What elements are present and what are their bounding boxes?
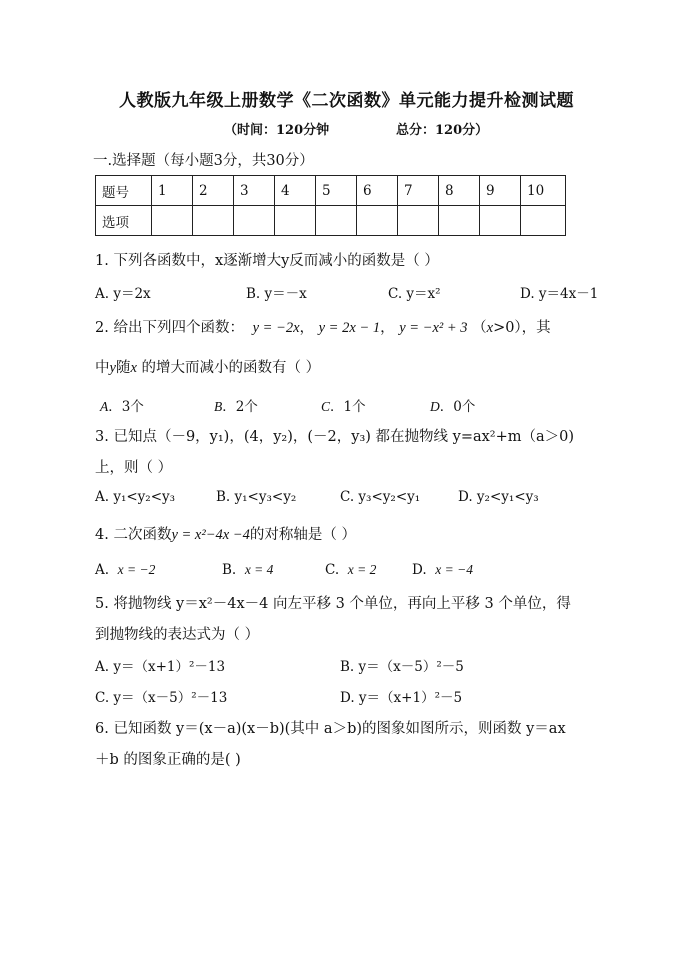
exam-time: （时间：120分钟 [224, 123, 330, 138]
q2-var-x: x [130, 360, 137, 376]
answer-cell[interactable] [439, 206, 480, 236]
q4-option-a-letter: A. [95, 562, 110, 578]
answer-cell[interactable] [316, 206, 357, 236]
answer-cell[interactable] [480, 206, 521, 236]
q2-intro: 2. 给出下列四个函数： [95, 320, 244, 336]
q4-option-d-value: x = −4 [435, 562, 473, 577]
question-1-stem: 1. 下列各函数中，x逐渐增大y反而减小的函数是（ ） [95, 253, 439, 269]
table-number-cell: 8 [439, 176, 480, 206]
answer-cell[interactable] [234, 206, 275, 236]
q5-option-d: D. y＝（x+1）²－5 [340, 690, 463, 706]
question-5-line2: 到抛物线的表达式为（ ） [95, 627, 260, 643]
q1-option-b: B. y＝－x [246, 286, 307, 302]
q2-option-d [430, 395, 475, 415]
q2-function-2: y = 2x − 1 [318, 320, 381, 336]
q4-option-b [222, 562, 273, 578]
q2-option-b-letter: B [214, 399, 223, 414]
q2-option-a-text: ．3个 [108, 399, 144, 415]
q2-option-b [214, 395, 258, 415]
table-number-cell: 6 [357, 176, 398, 206]
q4-option-a [95, 562, 155, 578]
q2-option-c-letter: C [321, 399, 331, 414]
q3-option-d: D. y₂<y₁<y₃ [458, 489, 539, 505]
question-4-stem [95, 523, 356, 544]
question-2-line2 [95, 356, 320, 377]
q2-line2-post: 的增大而减小的函数有（ ） [136, 360, 321, 376]
q4-option-b-letter: B. [222, 562, 237, 578]
q2-option-d-text: ．0个 [439, 399, 476, 415]
table-number-cell: 3 [234, 176, 275, 206]
q4-option-a-value: x = −2 [117, 562, 156, 577]
q1-option-c: C. y＝x² [388, 286, 441, 302]
table-header-label: 题号 [96, 176, 152, 206]
table-number-cell: 4 [275, 176, 316, 206]
answer-cell[interactable] [275, 206, 316, 236]
table-number-cell: 2 [193, 176, 234, 206]
q3-option-b: B. y₁<y₃<y₂ [216, 489, 297, 505]
q4-option-c-letter: C. [325, 562, 340, 578]
q4-option-b-value: x = 4 [244, 562, 274, 577]
table-number-cell: 7 [398, 176, 439, 206]
q2-option-d-letter: D [430, 399, 440, 414]
table-number-cell: 1 [152, 176, 193, 206]
q5-option-a: A. y＝（x+1）²－13 [95, 659, 226, 675]
q4-formula: y = x²−4x −4 [171, 527, 250, 543]
q4-option-c [325, 562, 376, 578]
section-heading: 一.选择题（每小题3分，共30分） [93, 153, 314, 169]
q1-option-a: A. y＝2x [95, 286, 151, 302]
q2-option-c-text: ．1个 [330, 399, 366, 415]
answer-cell[interactable] [398, 206, 439, 236]
q3-option-c: C. y₃<y₂<y₁ [340, 489, 421, 505]
table-number-cell: 5 [316, 176, 357, 206]
table-number-cell: 10 [521, 176, 566, 206]
q2-line2-mid: 随 [115, 360, 131, 376]
answer-table-number-row [96, 176, 566, 206]
question-3-line2: 上，则（ ） [95, 460, 173, 476]
table-number-cell: 9 [480, 176, 521, 206]
q2-condition-close: >0），其 [493, 320, 551, 336]
q2-line2-pre: 中 [95, 360, 110, 376]
q2-var-y: y [109, 360, 116, 376]
question-5-stem: 5. 将抛物线 y＝x²－4x－4 向左平移 3 个单位，再向上平移 3 个单位，得 [95, 596, 571, 612]
page-title: 人教版九年级上册数学《二次函数》单元能力提升检测试题 [119, 91, 574, 111]
q2-option-a-letter: A [100, 399, 109, 414]
answer-table [95, 175, 566, 236]
question-6-stem: 6. 已知函数 y＝(x－a)(x－b)(其中 a＞b)的图象如图所示，则函数 y＝ax [95, 721, 566, 737]
q1-option-d: D. y＝4x－1 [520, 286, 599, 302]
answer-cell[interactable] [521, 206, 566, 236]
exam-total-score: 总分：120分） [396, 123, 489, 138]
question-6-line2: ＋b 的图象正确的是( ) [95, 752, 241, 768]
question-2-stem: 2. 给出下列四个函数： y = −2x， y = 2x − 1， y = −x² + 3 （x>0），其 [95, 320, 551, 336]
q4-option-c-value: x = 2 [347, 562, 377, 577]
q2-option-a [100, 395, 144, 415]
q5-option-b: B. y＝（x－5）²－5 [340, 659, 464, 675]
question-3-stem: 3. 已知点（－9，y₁)，(4，y₂)，(－2，y₃) 都在抛物线 y=ax²+m（a＞0) [95, 429, 575, 445]
q4-option-d [412, 562, 473, 578]
q2-condition-var: x [486, 320, 494, 336]
answer-cell[interactable] [152, 206, 193, 236]
answer-cell[interactable] [357, 206, 398, 236]
q3-option-a: A. y₁<y₂<y₃ [95, 489, 176, 505]
q5-option-c: C. y＝（x－5）²－13 [95, 690, 228, 706]
q4-pre: 4. 二次函数 [95, 527, 172, 543]
q2-condition-open: （ [472, 320, 487, 336]
q2-function-1: y = −2x [252, 320, 300, 336]
q4-option-d-letter: D. [412, 562, 427, 578]
table-choice-label: 选项 [96, 206, 152, 236]
q2-option-c [321, 395, 366, 415]
answer-cell[interactable] [193, 206, 234, 236]
q2-function-3: y = −x² + 3 [399, 320, 468, 336]
q2-option-b-text: ．2个 [222, 399, 258, 415]
q4-post: 的对称轴是（ ） [249, 527, 356, 543]
answer-table-choice-row [96, 206, 566, 236]
